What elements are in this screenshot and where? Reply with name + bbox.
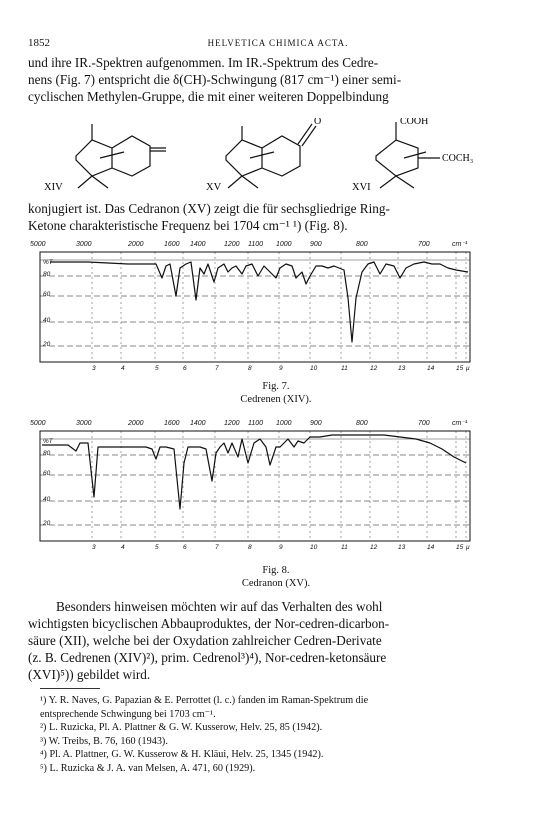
transmission-label: 80	[43, 450, 51, 457]
footnote-line: ²) L. Ruzicka, Pl. A. Plattner & G. W. Kusserow, Helv. 25, 85 (1942).	[40, 722, 323, 733]
wavenumber-tick-label: 1200	[224, 241, 240, 248]
wavenumber-tick-label: 2000	[128, 420, 144, 427]
micron-tick-label: μ	[466, 365, 470, 372]
transmission-label: 40	[43, 317, 51, 324]
absorption-trace-fig7	[50, 262, 468, 342]
micron-tick-label: 15	[456, 365, 464, 372]
text-line: (XVI)⁵)) gebildet wird.	[28, 667, 151, 682]
structure-xiv	[76, 124, 166, 188]
transmission-label: 80	[43, 271, 51, 278]
wavenumber-tick-label: 1400	[190, 241, 206, 248]
micron-tick-label: 12	[370, 544, 378, 551]
footnotes	[40, 694, 526, 775]
running-header	[28, 37, 528, 51]
micron-tick-label: 8	[248, 544, 252, 551]
micron-tick-label: 11	[341, 365, 348, 372]
micron-tick-label: 13	[398, 365, 406, 372]
wavenumber-tick-label: 5000	[30, 420, 46, 427]
figure-8-caption	[0, 564, 552, 590]
figure-7-caption	[0, 380, 552, 406]
micron-tick-label: 4	[121, 365, 125, 372]
wavenumber-tick-label: 2000	[128, 241, 144, 248]
wavenumber-tick-label: 5000	[30, 241, 46, 248]
middle-paragraph	[28, 200, 528, 234]
transmission-label: 20	[43, 520, 51, 527]
wavenumber-tick-label: 3000	[76, 420, 92, 427]
footnote-line: ¹) Y. R. Naves, G. Papazian & E. Perrottet (l. c.) fanden im Raman-Spektrum die	[40, 695, 369, 706]
ir-spectrum-fig8	[28, 417, 486, 562]
wavenumber-tick-label: 1100	[248, 420, 264, 427]
body-paragraph	[28, 598, 528, 683]
structure-label: XVI	[352, 182, 371, 193]
micron-tick-label: 6	[183, 544, 187, 551]
wavenumber-tick-label: 1200	[224, 420, 240, 427]
structure-xvi	[376, 122, 440, 188]
coch3-label: COCH₃	[442, 153, 474, 164]
text-line: nens (Fig. 7) entspricht die δ(CH)-Schwingung (817 cm⁻¹) einer semi-	[28, 72, 402, 87]
wavenumber-tick-label: 1100	[248, 241, 264, 248]
micron-tick-label: 11	[341, 544, 348, 551]
micron-tick-label: 7	[215, 365, 219, 372]
micron-tick-label: 5	[155, 544, 159, 551]
structure-drawings	[28, 118, 528, 198]
transmission-label: 60	[43, 470, 51, 477]
text-line: konjugiert ist. Das Cedranon (XV) zeigt die für sechsgliedrige Ring-	[28, 201, 390, 216]
structure-label: XIV	[44, 182, 63, 193]
wavenumber-tick-label: 1600	[164, 241, 180, 248]
chemical-structures	[28, 118, 528, 198]
wavenumber-tick-label: 900	[310, 241, 322, 248]
page-number: 1852	[28, 37, 50, 49]
wavenumber-tick-label: 1000	[276, 420, 292, 427]
micron-tick-label: 14	[427, 544, 435, 551]
wavenumber-tick-label: cm⁻¹	[452, 241, 468, 248]
wavenumber-tick-label: 800	[356, 241, 368, 248]
micron-tick-label: 4	[121, 544, 125, 551]
text-line: wichtigsten bicyclischen Abbauproduktes, der Nor-cedren-dicarbon-	[28, 616, 390, 631]
micron-tick-label: 3	[92, 365, 96, 372]
transmission-label: 40	[43, 496, 51, 503]
micron-tick-label: 15	[456, 544, 464, 551]
wavenumber-tick-label: 800	[356, 420, 368, 427]
micron-tick-label: 13	[398, 544, 406, 551]
text-line: Besonders hinweisen möchten wir auf das Verhalten des wohl	[56, 599, 383, 614]
wavenumber-tick-label: 700	[418, 241, 430, 248]
micron-tick-label: 3	[92, 544, 96, 551]
figure-subtitle: Cedranon (XV).	[241, 578, 311, 589]
wavenumber-tick-label: 3000	[76, 241, 92, 248]
micron-tick-label: 5	[155, 365, 159, 372]
text-line: cyclischen Methylen-Gruppe, die mit einer weiteren Doppelbindung	[28, 89, 389, 104]
footnote-line: entsprechende Schwingung bei 1703 cm⁻¹.	[40, 708, 216, 720]
micron-tick-label: 14	[427, 365, 435, 372]
micron-tick-label: μ	[466, 544, 470, 551]
text-line: säure (XII), welche bei der Oxydation zahlreicher Cedren-Derivate	[28, 633, 382, 648]
transmission-label: %T	[43, 438, 53, 445]
journal-title: HELVETICA CHIMICA ACTA.	[207, 38, 349, 48]
footnote-line: ⁵) L. Ruzicka & J. A. van Melsen, A. 471, 60 (1929).	[40, 762, 256, 774]
structure-xv	[226, 124, 316, 188]
micron-tick-label: 10	[310, 544, 318, 551]
transmission-label: 20	[43, 341, 51, 348]
figure-label: Fig. 8.	[262, 565, 290, 576]
absorption-trace-fig8	[42, 435, 466, 509]
footnote-line: ⁴) Pl. A. Plattner, G. W. Kusserow & H. Kläui, Helv. 25, 1345 (1942).	[40, 749, 324, 760]
figure-label: Fig. 7.	[262, 381, 290, 392]
ir-spectrum-fig7	[28, 238, 486, 383]
text-line: (z. B. Cedrenen (XIV)²), prim. Cedrenol³)⁴), Nor-cedren-ketonsäure	[28, 650, 387, 665]
intro-paragraph	[28, 54, 528, 105]
transmission-label: 60	[43, 291, 51, 298]
micron-tick-label: 8	[248, 365, 252, 372]
figure-subtitle: Cedrenen (XIV).	[240, 394, 312, 405]
micron-tick-label: 10	[310, 365, 318, 372]
footnote-rule	[40, 688, 100, 689]
spectrum-fig8-svg	[28, 417, 486, 557]
text-line: und ihre IR.-Spektren aufgenommen. Im IR.-Spektrum des Cedre-	[28, 55, 379, 70]
oxo-label: O	[314, 118, 322, 127]
micron-tick-label: 9	[279, 365, 283, 372]
spectrum-fig7-svg	[28, 238, 486, 378]
wavenumber-tick-label: cm⁻¹	[452, 420, 468, 427]
transmission-label: %T	[43, 259, 53, 266]
cooh-label: COOH	[400, 118, 429, 127]
micron-tick-label: 12	[370, 365, 378, 372]
structure-label: XV	[206, 182, 222, 193]
micron-tick-label: 6	[183, 365, 187, 372]
wavenumber-tick-label: 1400	[190, 420, 206, 427]
wavenumber-tick-label: 900	[310, 420, 322, 427]
micron-tick-label: 7	[215, 544, 219, 551]
micron-tick-label: 9	[279, 544, 283, 551]
wavenumber-tick-label: 1600	[164, 420, 180, 427]
wavenumber-tick-label: 1000	[276, 241, 292, 248]
text-line: Ketone charakteristische Frequenz bei 1704 cm⁻¹ ¹) (Fig. 8).	[28, 218, 348, 233]
footnote-line: ³) W. Treibs, B. 76, 160 (1943).	[40, 735, 168, 747]
wavenumber-tick-label: 700	[418, 420, 430, 427]
